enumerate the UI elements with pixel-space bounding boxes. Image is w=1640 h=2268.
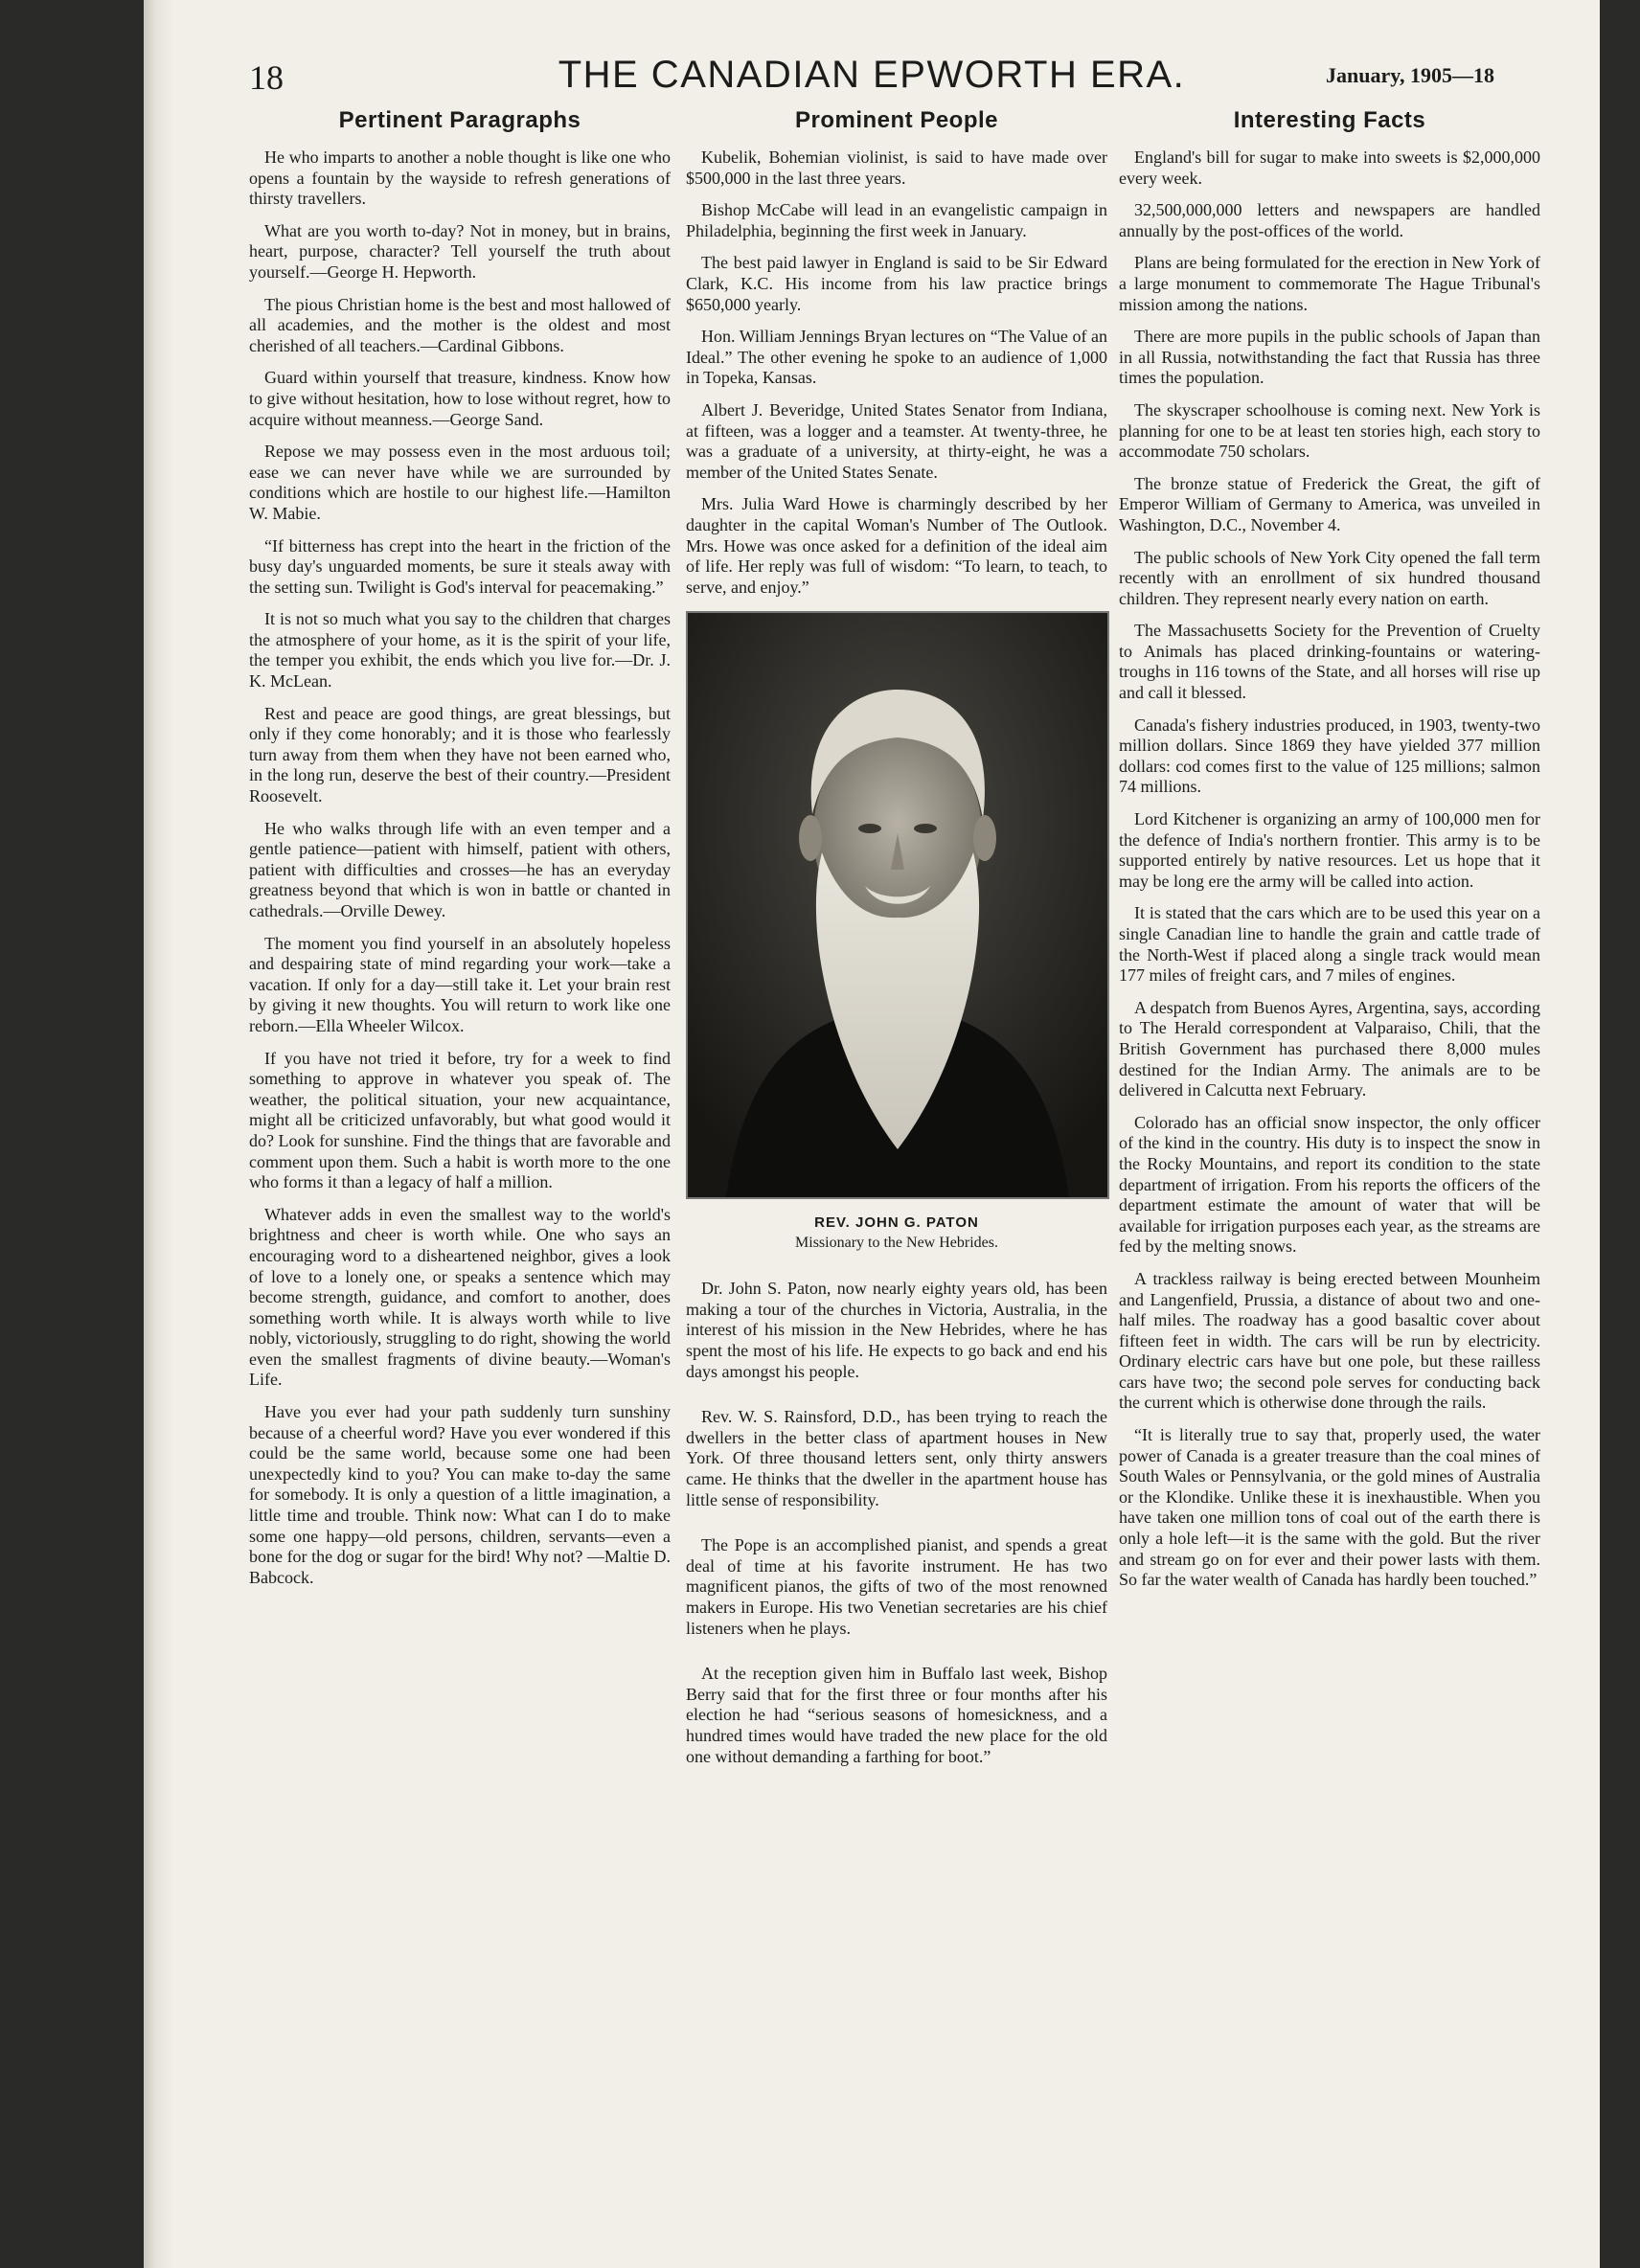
paragraph: “It is literally true to say that, properly used, the water power of Canada is a greater treasure than the coal mines of South Wales or Pennsylvania, or the gold mines of Australia or the Klondike. Unlike these it is inexhaustible. When you have taken one million tons of coal out of the earth there is only a hole left—it is the same with the gold. But the river and stream go on for ever and their power lasts with them. So far the water wealth of Canada has hardly been touched.”: [1119, 1425, 1540, 1590]
paragraph: Have you ever had your path suddenly turn sunshiny because of a cheerful word? Have you ever wondered if this could be the same world, because some one had been unexpectedly kind to you? You can make to-day the same for somebody. It is only a question of a little imagination, a little time and trouble. Think now: What can I do to make some one happy—old persons, children, servants—even a bone for the dog or sugar for the bird! Why not? —Maltie D. Babcock.: [249, 1402, 671, 1587]
column-heading: Interesting Facts: [1233, 107, 1426, 133]
paragraph: A despatch from Buenos Ayres, Argentina, says, according to The Herald correspondent at Valparaiso, Chili, that the British Government has purchased there 8,000 mules destined for the Indian Army. The animals are to be delivered in Calcutta next February.: [1119, 997, 1540, 1100]
paragraph: The best paid lawyer in England is said to be Sir Edward Clark, K.C. His income from his law practice brings $650,000 yearly.: [686, 253, 1107, 314]
paragraph: Guard within yourself that treasure, kindness. Know how to give without hesitation, how to lose without regret, how to acquire without meanness.—George Sand.: [249, 368, 671, 429]
paragraph: The skyscraper schoolhouse is coming next. New York is planning for one to be at least ten stories high, each story to accommodate 750 scholars.: [1119, 399, 1540, 462]
page-header: [249, 50, 1494, 98]
issue-date: January, 1905—18: [1325, 63, 1494, 87]
paragraph: Rest and peace are good things, are great blessings, but only if they come honorably; and it is those who fearlessly turn away from them when they have not been earned who, in the long run, deserve the best of their country.—President Roosevelt.: [249, 703, 671, 806]
paragraph: Plans are being formulated for the erection in New York of a large monument to commemorate The Hague Tribunal's mission among the nations.: [1119, 253, 1540, 314]
paragraph: Rev. W. S. Rainsford, D.D., has been trying to reach the dwellers in the better class of apartment houses in New York. Of three thousand letters sent, only thirty answers came. He thinks that the dweller in the apartment house has little sense of responsibility.: [686, 1407, 1107, 1509]
paragraph: Kubelik, Bohemian violinist, is said to have made over $500,000 in the last three years.: [686, 147, 1107, 188]
paragraph: Whatever adds in even the smallest way to the world's brightness and cheer is worth while. One who says an encouraging word to a disheartened neighbor, gives a look of love to a lonely one, or speaks a sentence which may become strength, guidance, and comfort to another, does something worth while. It is always worth while to live nobly, victoriously, struggling to do right, showing the world even the smallest fragments of divine beauty.—Woman's Life.: [249, 1204, 671, 1390]
column-interesting-facts: [1119, 107, 1540, 1602]
paragraph: The Massachusetts Society for the Prevention of Cruelty to Animals has placed drinking-fountains or watering-troughs in 116 towns of the State, and all horses will rise up and call it blessed.: [1119, 621, 1540, 703]
column-heading: Prominent People: [794, 107, 999, 133]
paragraph: A trackless railway is being erected between Mounheim and Langenfield, Prussia, a distance of about two and one-half miles. The roadway has a good basaltic cover about fifteen feet in width. The cars will be run by electricity. Ordinary electric cars have but one pole, but these railless cars have two; the second pole serves for conducting back the current which is otherwise done through the rails.: [1119, 1268, 1540, 1413]
paragraph: The pious Christian home is the best and most hallowed of all academies, and the mother is the oldest and most cherished of all teachers.—Cardinal Gibbons.: [249, 294, 671, 355]
paragraph: He who imparts to another a noble thought is like one who opens a fountain by the wayside to refresh generations of thirsty travellers.: [249, 147, 671, 209]
portrait-figure: [686, 611, 1107, 1252]
paragraph: Repose we may possess even in the most arduous toil; ease we can never have while we are surrounded by conditions which are hostile to our highest life.—Hamilton W. Mabie.: [249, 442, 671, 523]
paragraph: Lord Kitchener is organizing an army of 100,000 men for the defence of India's northern frontier. This army is to be supported entirely by native resources. Let us hope that it may be long ere the army will be called into action.: [1119, 809, 1540, 891]
paragraph: “If bitterness has crept into the heart in the friction of the busy day's unguarded moments, be sure it steals away with the setting sun. Twilight is God's interval for peacemaking.”: [249, 535, 671, 597]
portrait-photo: [686, 611, 1109, 1199]
paragraph: The bronze statue of Frederick the Great, the gift of Emperor William of Germany to America, was unveiled in Washington, D.C., November 4.: [1119, 473, 1540, 534]
paragraph: He who walks through life with an even temper and a gentle patience—patient with himself, patient with others, patient with difficulties and crosses—he has an everyday greatness beyond that which is won in battle or chanted in cathedrals.—Orville Dewey.: [249, 818, 671, 920]
portrait-illustration: [688, 613, 1107, 1197]
paragraph: 32,500,000,000 letters and newspapers are handled annually by the post-offices of the world.: [1119, 200, 1540, 240]
photo-caption-name: REV. JOHN G. PATON: [814, 1214, 979, 1232]
paragraph: Hon. William Jennings Bryan lectures on “The Value of an Ideal.” The other evening he spoke to an audience of 1,000 in Topeka, Kansas.: [686, 327, 1107, 388]
paragraph: Bishop McCabe will lead in an evangelistic campaign in Philadelphia, beginning the first week in January.: [686, 200, 1107, 240]
paragraph: The Pope is an accomplished pianist, and spends a great deal of time at his favorite instrument. He has two magnificent pianos, the gifts of two of the most renowned makers in Europe. His two Venetian secretaries are his chief listeners when he plays.: [686, 1535, 1107, 1638]
paragraph: It is not so much what you say to the children that charges the atmosphere of your home, as it is the spirit of your life, the temper you exhibit, the ends which you live for.—Dr. J. K. McLean.: [249, 609, 671, 692]
column-heading: Pertinent Paragraphs: [338, 107, 581, 133]
paragraph: England's bill for sugar to make into sweets is $2,000,000 every week.: [1119, 147, 1540, 188]
paragraph: There are more pupils in the public schools of Japan than in all Russia, notwithstanding the fact that Russia has three times the population.: [1119, 327, 1540, 388]
paragraph: Albert J. Beveridge, United States Senator from Indiana, at fifteen, was a logger and a teamster. At twenty-three, he was a graduate of a university, at thirty-eight, he was a member of the United States Senate.: [686, 399, 1107, 482]
paragraph: It is stated that the cars which are to be used this year on a single Canadian line to handle the grain and cattle trade of the North-West if placed along a single track would mean 177 miles of freight cars, and 7 miles of engines.: [1119, 903, 1540, 986]
paragraph: At the reception given him in Buffalo last week, Bishop Berry said that for the first three or four months after his election he had “serious seasons of homesickness, and a hundred times would have traded the new place for the old one without demanding a farthing for boot.”: [686, 1664, 1107, 1766]
page-binding-edge: [144, 0, 174, 2268]
page-number: 18: [249, 58, 284, 97]
paragraph: The moment you find yourself in an absolutely hopeless and despairing state of mind regarding your work—take a vacation. If only for a day—still take it. Let your brain rest by giving it new thoughts. You will return to work like one reborn.—Ella Wheeler Wilcox.: [249, 933, 671, 1035]
newspaper-page: [144, 0, 1600, 2268]
paragraph: Dr. John S. Paton, now nearly eighty years old, has been making a tour of the churches in Victoria, Australia, in the interest of his mission in the New Hebrides, where he has spent the most of his life. He expects to go back and end his days amongst his people.: [686, 1279, 1107, 1381]
column-prominent-people: [686, 107, 1107, 1779]
paragraph: What are you worth to-day? Not in money, but in brains, heart, purpose, character? Tell yourself the truth about yourself.—George H. Hepworth.: [249, 220, 671, 282]
photo-caption-subtitle: Missionary to the New Hebrides.: [795, 1235, 998, 1252]
masthead-title: THE CANADIAN EPWORTH ERA.: [558, 54, 1186, 96]
paragraph: Colorado has an official snow inspector, the only officer of the kind in the country. His duty is to inspect the snow in the Rocky Mountains, and report its condition to the state department of irrigation. From his reports the officers of the department estimate the amount of water that will be available for irrigation purposes each year, as the streams are fed by the melting snows.: [1119, 1112, 1540, 1257]
paragraph: The public schools of New York City opened the fall term recently with an enrollment of six hundred thousand children. They represent nearly every nation on earth.: [1119, 547, 1540, 608]
column-pertinent-paragraphs: [249, 107, 671, 1599]
paragraph: If you have not tried it before, try for a week to find something to approve in whatever you speak of. The weather, the political situation, your new acquaintance, might all be criticized unfavorably, but what good would it do? Look for sunshine. Find the things that are favorable and comment upon them. Such a habit is worth more to the one who forms it than a legacy of half a million.: [249, 1048, 671, 1192]
paragraph: Mrs. Julia Ward Howe is charmingly described by her daughter in the capital Woman's Number of The Outlook. Mrs. Howe was once asked for a definition of the ideal aim of life. Her reply was full of wisdom: “To learn, to teach, to serve, and enjoy.”: [686, 494, 1107, 597]
paragraph: Canada's fishery industries produced, in 1903, twenty-two million dollars. Since 1869 they have yielded 377 million dollars: cod comes first to the value of 125 millions; salmon 74 millions.: [1119, 714, 1540, 797]
